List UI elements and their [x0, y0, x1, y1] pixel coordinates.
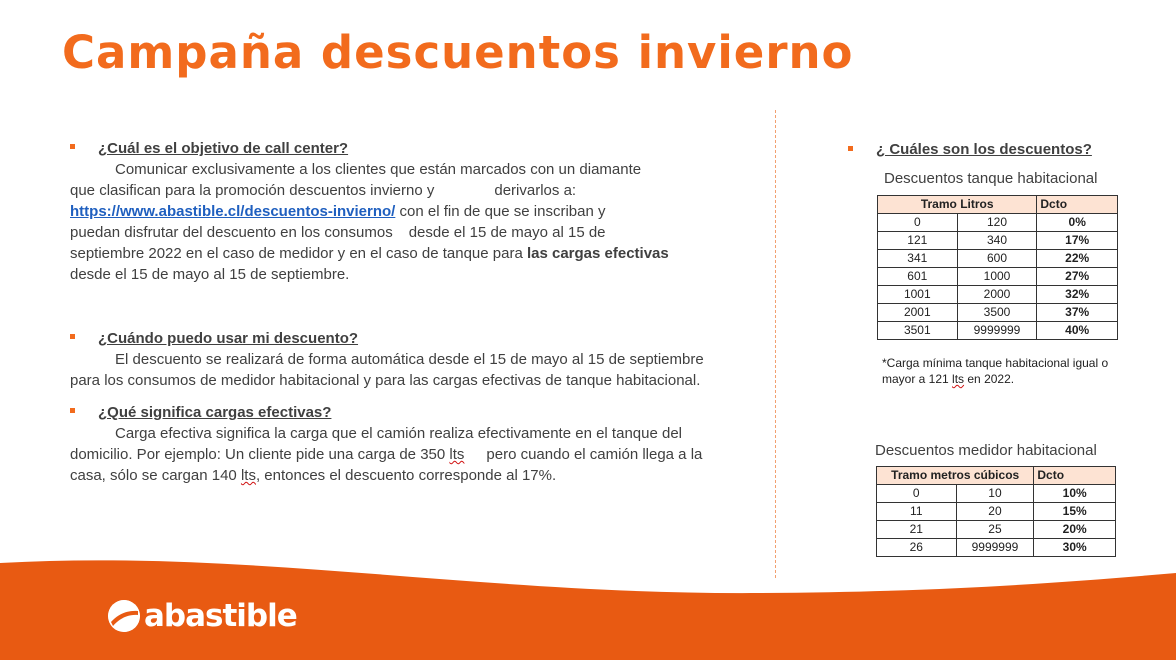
tank-table-caption: Descuentos tanque habitacional — [884, 170, 1098, 187]
when-text: El descuento se realizará de forma automática desde el 15 de mayo al 15 de septiembre para los consumos de medidor habitacional y para las cargas efectivas de tanque habitacional. — [70, 351, 704, 389]
table-header-discount: Dcto — [1037, 196, 1118, 214]
question-discounts: ¿ Cuáles son los descuentos? — [848, 140, 1092, 159]
table-row: 3501 9999999 40% — [878, 322, 1118, 340]
section-meaning — [70, 402, 760, 486]
bullet-icon — [70, 408, 75, 413]
meter-table-caption: Descuentos medidor habitacional — [875, 442, 1097, 459]
table-row: 26 9999999 30% — [877, 539, 1116, 557]
table-header-range: Tramo Litros — [878, 196, 1037, 214]
table-header-row — [878, 196, 1118, 214]
left-content — [70, 138, 760, 486]
abastible-logo-icon — [108, 600, 140, 632]
bullet-icon — [70, 334, 75, 339]
table-row: 0 120 0% — [878, 214, 1118, 232]
meter-discount-table — [876, 466, 1116, 557]
tank-discount-table — [877, 195, 1118, 340]
table-row: 121 340 17% — [878, 232, 1118, 250]
table-row: 11 20 15% — [877, 503, 1116, 521]
question-meaning: ¿Qué significa cargas efectivas? — [70, 402, 760, 423]
meaning-text: Carga efectiva significa la carga que el camión realiza efectivamente en el tanque del domicilio. Por ejemplo: Un cliente pide una carga de 350 lts pero cuando el camión llega a la casa, sólo se cargan 140 lts, entonces el descuento corresponde al 17%. — [70, 425, 703, 484]
table-row: 0 10 10% — [877, 485, 1116, 503]
tank-minimum-note: *Carga mínima tanque habitacional igual o mayor a 121 lts en 2022. — [882, 356, 1109, 386]
objective-text: Comunicar exclusivamente a los clientes que están marcados con un diamante que clasifican para la promoción descuentos invierno y derivarlos a: https://www.abastible.cl/descuentos-invierno/ con el fin de que se inscriban y puedan disfrutar del descuento en los consumos desde el 15 de mayo al 15 de septiembre 2022 en el caso de medidor y en el caso de tanque para las cargas efectivas desde el 15 de mayo al 15 de septiembre. — [70, 161, 669, 283]
page-title: Campaña descuentos invierno — [62, 26, 854, 79]
table-row: 21 25 20% — [877, 521, 1116, 539]
abastible-logo — [108, 596, 297, 636]
bullet-icon — [848, 146, 853, 151]
bullet-icon — [70, 144, 75, 149]
table-header-range: Tramo metros cúbicos — [877, 467, 1034, 485]
table-row: 1001 2000 32% — [878, 286, 1118, 304]
question-when: ¿Cuándo puedo usar mi descuento? — [70, 328, 760, 349]
table-row: 341 600 22% — [878, 250, 1118, 268]
table-row: 601 1000 27% — [878, 268, 1118, 286]
table-header-row — [877, 467, 1116, 485]
abastible-logo-text: abastible — [144, 598, 297, 634]
table-row: 2001 3500 37% — [878, 304, 1118, 322]
table-header-discount: Dcto — [1034, 467, 1116, 485]
question-objective: ¿Cuál es el objetivo de call center? — [70, 138, 760, 159]
column-divider — [775, 110, 776, 578]
section-when — [70, 328, 760, 391]
section-objective — [70, 138, 760, 285]
discount-link[interactable]: https://www.abastible.cl/descuentos-invierno/ — [70, 203, 396, 220]
